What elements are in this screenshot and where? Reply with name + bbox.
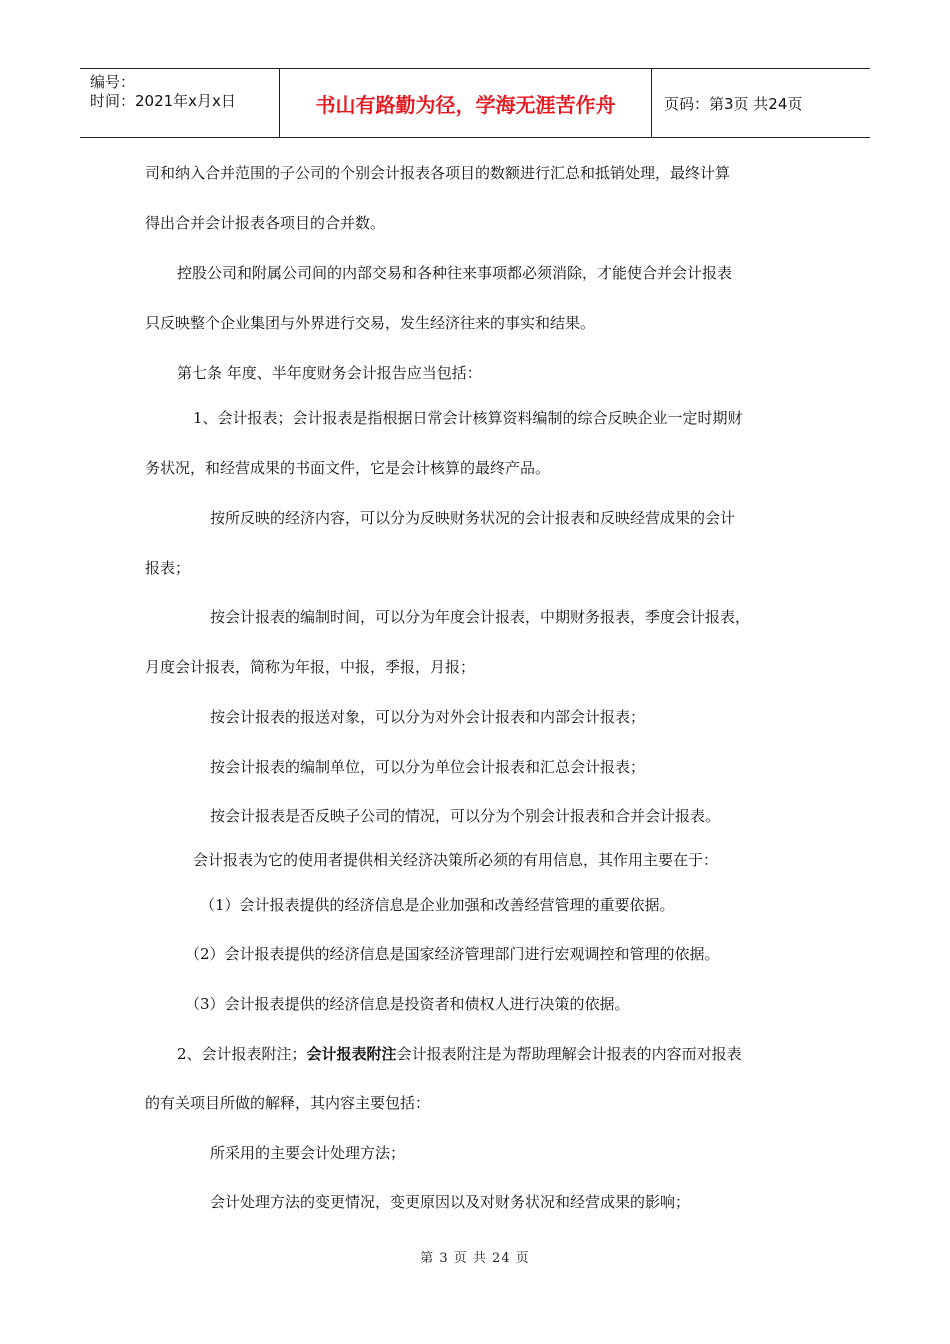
body-line: 控股公司和附属公司间的内部交易和各种往来事项都必须消除，才能使合并会计报表 — [177, 264, 733, 282]
body-line: 只反映整个企业集团与外界进行交易，发生经济往来的事实和结果。 — [145, 314, 596, 332]
article-heading: 第七条 年度、半年度财务会计报告应当包括： — [177, 364, 482, 382]
list-item: （3）会计报表提供的经济信息是投资者和债权人进行决策的依据。 — [185, 995, 630, 1013]
list-item: （1）会计报表提供的经济信息是企业加强和改善经营管理的重要依据。 — [200, 896, 675, 914]
body-line: 所采用的主要会计处理方法； — [210, 1144, 406, 1162]
body-line-notes — [177, 1043, 742, 1064]
body-line: 的有关项目所做的解释，其内容主要包括： — [145, 1094, 431, 1112]
time-label: 时间：2021年x月x日 — [90, 92, 236, 110]
body-line: 月度会计报表，简称为年报，中报，季报，月报； — [145, 658, 476, 676]
body-line: 报表； — [145, 559, 191, 577]
body-line: 按会计报表是否反映子公司的情况，可以分为个别会计报表和合并会计报表。 — [210, 807, 721, 825]
body-line: 得出合并会计报表各项目的合并数。 — [145, 214, 386, 232]
header-meta — [80, 69, 280, 137]
body-line: 会计处理方法的变更情况，变更原因以及对财务状况和经营成果的影响； — [210, 1193, 691, 1211]
body-line: 务状况，和经营成果的书面文件，它是会计核算的最终产品。 — [145, 459, 551, 477]
body-line: 按会计报表的编制单位，可以分为单位会计报表和汇总会计报表； — [210, 758, 646, 776]
body-line: 按会计报表的报送对象，可以分为对外会计报表和内部会计报表； — [210, 708, 646, 726]
header-motto: 书山有路勤为径，学海无涯苦作舟 — [280, 69, 652, 137]
page-header — [80, 68, 870, 138]
body-line: 按会计报表的编制时间，可以分为年度会计报表，中期财务报表，季度会计报表， — [210, 608, 751, 626]
body-line: 司和纳入合并范围的子公司的个别会计报表各项目的数额进行汇总和抵销处理，最终计算 — [145, 164, 731, 182]
body-line: 1、会计报表；会计报表是指根据日常会计核算资料编制的综合反映企业一定时期财 — [193, 409, 743, 427]
notes-bold-term: 会计报表附注 — [306, 1045, 397, 1063]
page-footer: 第 3 页 共 24 页 — [420, 1251, 530, 1266]
notes-intro: 2、会计报表附注； — [177, 1045, 307, 1063]
list-item: （2）会计报表提供的经济信息是国家经济管理部门进行宏观调控和管理的依据。 — [185, 945, 720, 963]
header-page-info: 页码：第3页 共24页 — [664, 94, 803, 113]
notes-definition: 会计报表附注是为帮助理解会计报表的内容而对报表 — [396, 1045, 742, 1063]
code-label: 编号： — [90, 73, 136, 91]
body-line: 会计报表为它的使用者提供相关经济决策所必须的有用信息，其作用主要在于： — [193, 851, 719, 869]
body-line: 按所反映的经济内容，可以分为反映财务状况的会计报表和反映经营成果的会计 — [210, 509, 736, 527]
